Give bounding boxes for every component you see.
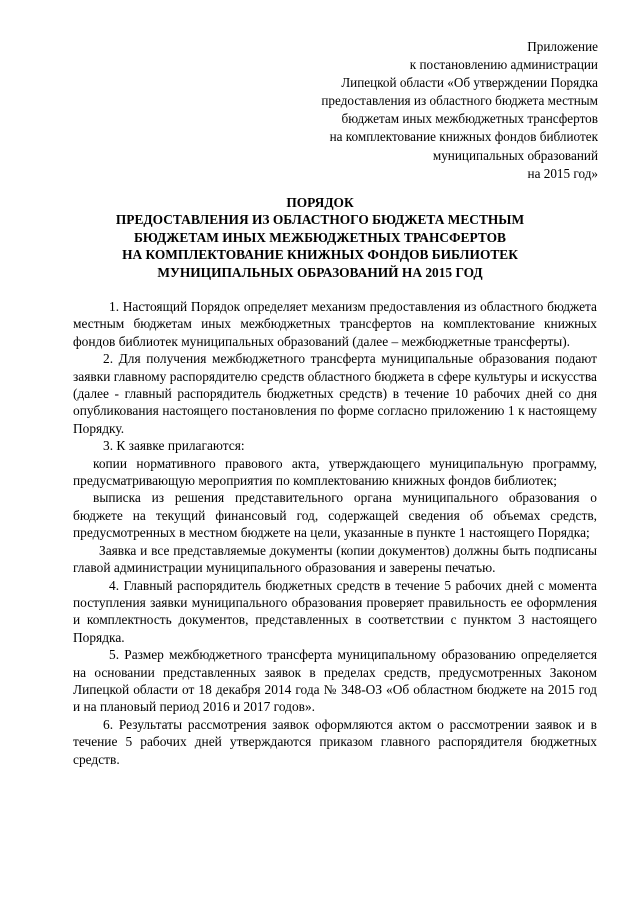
appendix-line: на комплектование книжных фондов библиотек (329, 129, 598, 145)
appendix-line: муниципальных образований (432, 147, 598, 163)
title-line: ПРЕДОСТАВЛЕНИЯ ИЗ ОБЛАСТНОГО БЮДЖЕТА МЕСТНЫМ (115, 212, 525, 228)
paragraph-6: 6. Результаты рассмотрения заявок оформляются актом о рассмотрении заявок и в течение 5 рабочих дней утверждаются приказом главного распорядителя бюджетных средств. (73, 716, 597, 767)
appendix-line: к постановлению администрации (409, 57, 598, 73)
appendix-line: предоставления из областного бюджета местным (321, 93, 598, 109)
paragraph-4: 4. Главный распорядитель бюджетных средств в течение 5 рабочих дней с момента поступления заявки муниципального образования проверяет правильность ее оформления и комплектность документов, представленных в соответствии с пунктом 3 настоящего Порядка. (73, 577, 597, 645)
title-line: МУНИЦИПАЛЬНЫХ ОБРАЗОВАНИЙ НА 2015 ГОД (157, 264, 483, 280)
appendix-line: бюджетам иных межбюджетных трансфертов (341, 111, 598, 127)
paragraph-1: 1. Настоящий Порядок определяет механизм предоставления из областного бюджета местным бюджетам иных межбюджетных трансфертов на комплектование книжных фондов библиотек муниципальных образований (далее – межбюджетные трансферты). (73, 299, 597, 349)
appendix-line: Приложение (527, 39, 598, 54)
paragraph-2: 2. Для получения межбюджетного трансферта муниципальные образования подают заявки главному распорядителю средств областного бюджета в сфере культуры и искусства (далее - главный распорядитель бюджетных средств) в течение 10 рабочих дней со дня опубликования настоящего постановления по форме согласно приложению 1 к настоящему Порядку. (73, 351, 597, 436)
appendix-header (238, 38, 598, 183)
document-body (73, 298, 597, 768)
appendix-line: на 2015 год» (527, 165, 598, 181)
document-title (60, 194, 580, 281)
title-line: ПОРЯДОК (286, 195, 354, 210)
paragraph-3: 3. К заявке прилагаются: (103, 438, 245, 454)
paragraph-3-item-1: копии нормативного правового акта, утверждающего муниципальную программу, предусматривающую мероприятия по комплектованию книжных фондов библиотек; (73, 455, 597, 489)
appendix-line: Липецкой области «Об утверждении Порядка (341, 75, 598, 91)
paragraph-5: 5. Размер межбюджетного трансферта муниципальному образованию определяется на основании представленных заявок в пределах средств, предусмотренных Законом Липецкой области от 18 декабря 2014 года № 348-ОЗ «Об областном бюджете на 2015 год и на плановый период 2016 и 2017 годов». (73, 647, 597, 715)
paragraph-3-note: Заявка и все представляемые документы (копии документов) должны быть подписаны главой администрации муниципального образования и заверены печатью. (73, 542, 597, 576)
title-line: НА КОМПЛЕКТОВАНИЕ КНИЖНЫХ ФОНДОВ БИБЛИОТЕК (122, 247, 518, 263)
paragraph-3-item-2: выписка из решения представительного органа муниципального образования о бюджете на текущий финансовый год, содержащей сведения об объемах средств, предусмотренных в местном бюджете на цели, указанные в пункте 1 настоящего Порядка; (73, 490, 597, 541)
title-line: БЮДЖЕТАМ ИНЫХ МЕЖБЮДЖЕТНЫХ ТРАНСФЕРТОВ (134, 229, 506, 245)
